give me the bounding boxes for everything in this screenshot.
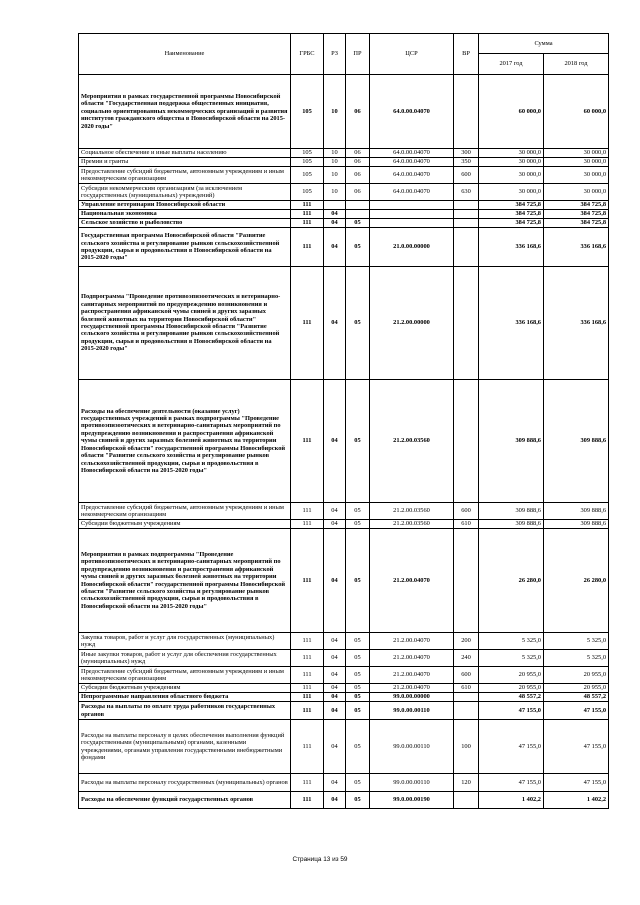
cell-csr: 64.0.00.04070 [370,75,454,149]
cell-pr: 05 [346,693,370,702]
cell-csr: 99.0.00.00110 [370,720,454,774]
header-csr: ЦСР [370,34,454,75]
cell-grbs: 111 [291,210,324,219]
cell-grbs: 111 [291,693,324,702]
cell-name: Закупка товаров, работ и услуг для государственных (муниципальных) нужд [79,633,291,650]
cell-sum-2017: 309 888,6 [479,380,544,503]
header-name: Наименование [79,34,291,75]
cell-vr: 120 [454,774,479,792]
cell-csr: 99.0.00.00190 [370,792,454,809]
cell-sum-2017: 60 000,0 [479,75,544,149]
cell-sum-2018: 60 000,0 [544,75,609,149]
table-row [79,184,609,201]
cell-csr [370,219,454,228]
cell-vr: 600 [454,167,479,184]
cell-vr [454,702,479,720]
cell-vr: 200 [454,633,479,650]
cell-sum-2017: 26 280,0 [479,529,544,633]
cell-grbs: 111 [291,792,324,809]
cell-grbs: 111 [291,267,324,380]
cell-sum-2017: 336 168,6 [479,228,544,267]
table-row [79,667,609,684]
cell-rz: 04 [324,267,346,380]
cell-rz: 04 [324,684,346,693]
header-row [79,34,609,54]
cell-csr: 99.0.00.00110 [370,774,454,792]
cell-sum-2017: 47 155,0 [479,774,544,792]
cell-sum-2018: 5 325,0 [544,633,609,650]
cell-vr: 300 [454,149,479,158]
cell-pr: 05 [346,267,370,380]
cell-rz [324,201,346,210]
cell-vr [454,201,479,210]
cell-sum-2018: 30 000,0 [544,167,609,184]
cell-vr [454,219,479,228]
cell-vr [454,267,479,380]
cell-rz: 10 [324,184,346,201]
cell-sum-2017: 384 725,8 [479,219,544,228]
cell-name: Подпрограмма "Проведение противоэпизоотических и ветеринарно-санитарных мероприятий по предупреждению возникновения и распространения африканской чумы свиней и других заразных болезней животных на территории Новосибирской области" государственной программы Новосибирской области "Развитие сельского хозяйства и регулирование рынков сельскохозяйственной продукции, сырья и продовольствия в Новосибирской области на 2015-2020 годы" [79,267,291,380]
table-row [79,693,609,702]
table-row [79,702,609,720]
cell-pr: 05 [346,529,370,633]
cell-csr: 21.2.00.03560 [370,520,454,529]
cell-rz: 04 [324,210,346,219]
cell-rz: 04 [324,792,346,809]
cell-grbs: 105 [291,167,324,184]
cell-sum-2018: 309 888,6 [544,380,609,503]
table-row [79,75,609,149]
cell-pr: 06 [346,167,370,184]
cell-sum-2018: 47 155,0 [544,774,609,792]
cell-sum-2017: 47 155,0 [479,720,544,774]
cell-rz: 10 [324,75,346,149]
header-sum: Сумма [479,34,609,54]
cell-name: Субсидии бюджетным учреждениям [79,520,291,529]
cell-name: Мероприятия в рамках государственной программы Новосибирской области "Государственная поддержка общественных инициатив, социально ориентированных некоммерческих организаций и развития институтов гражданского общества в Новосибирской области на 2015-2020 годы" [79,75,291,149]
cell-vr: 350 [454,158,479,167]
cell-vr: 630 [454,184,479,201]
table-row [79,684,609,693]
cell-csr: 64.0.00.04070 [370,184,454,201]
cell-pr: 05 [346,633,370,650]
cell-rz: 04 [324,774,346,792]
cell-name: Управление ветеринарии Новосибирской области [79,201,291,210]
cell-name: Предоставление субсидий бюджетным, автономным учреждениям и иным некоммерческим организациям [79,503,291,520]
budget-table [78,33,609,809]
table-row [79,267,609,380]
cell-rz: 04 [324,720,346,774]
table-row [79,149,609,158]
cell-sum-2017: 384 725,8 [479,201,544,210]
cell-grbs: 111 [291,633,324,650]
cell-csr: 64.0.00.04070 [370,149,454,158]
cell-sum-2017: 30 000,0 [479,167,544,184]
cell-name: Премии и гранты [79,158,291,167]
cell-pr: 05 [346,219,370,228]
cell-rz: 04 [324,228,346,267]
cell-sum-2017: 336 168,6 [479,267,544,380]
cell-sum-2017: 30 000,0 [479,149,544,158]
cell-sum-2018: 47 155,0 [544,702,609,720]
table-row [79,720,609,774]
cell-pr: 05 [346,650,370,667]
cell-rz: 04 [324,693,346,702]
cell-pr: 05 [346,380,370,503]
cell-sum-2017: 309 888,6 [479,520,544,529]
cell-name: Мероприятия в рамках подпрограммы "Проведение противоэпизоотических и ветеринарно-санитарных мероприятий по предупреждению возникновения и распространения африканской чумы свиней и других заразных болезней животных на территории Новосибирской области" государственной программы Новосибирской области "Развитие сельского хозяйства и регулирование рынков сельскохозяйственной продукции, сырья и продовольствия в Новосибирской области на 2015-2020 годы" [79,529,291,633]
cell-vr [454,380,479,503]
cell-sum-2018: 336 168,6 [544,267,609,380]
table-row [79,210,609,219]
cell-rz: 04 [324,702,346,720]
cell-sum-2018: 336 168,6 [544,228,609,267]
cell-grbs: 111 [291,774,324,792]
header-vr: ВР [454,34,479,75]
cell-name: Иные закупки товаров, работ и услуг для обеспечения государственных (муниципальных) нужд [79,650,291,667]
page-footer: Страница 13 из 59 [292,856,348,863]
table-row [79,503,609,520]
cell-pr: 06 [346,149,370,158]
cell-sum-2018: 30 000,0 [544,149,609,158]
cell-csr: 99.0.00.00000 [370,693,454,702]
cell-vr [454,210,479,219]
cell-rz: 10 [324,167,346,184]
cell-name: Непрограммные направления областного бюджета [79,693,291,702]
cell-grbs: 111 [291,219,324,228]
cell-grbs: 105 [291,75,324,149]
cell-csr: 21.2.00.04070 [370,633,454,650]
cell-csr: 64.0.00.04070 [370,158,454,167]
cell-csr: 21.2.00.04070 [370,650,454,667]
cell-grbs: 111 [291,720,324,774]
cell-vr [454,529,479,633]
cell-name: Социальное обеспечение и иные выплаты населению [79,149,291,158]
cell-sum-2017: 20 955,0 [479,684,544,693]
cell-name: Субсидии бюджетным учреждениям [79,684,291,693]
header-year-2017: 2017 год [479,54,544,75]
cell-rz: 10 [324,149,346,158]
cell-name: Расходы на выплаты по оплате труда работников государственных органов [79,702,291,720]
cell-vr: 100 [454,720,479,774]
cell-pr [346,210,370,219]
cell-sum-2017: 20 955,0 [479,667,544,684]
cell-vr [454,693,479,702]
cell-name: Сельское хозяйство и рыболовство [79,219,291,228]
cell-grbs: 111 [291,702,324,720]
cell-name: Национальная экономика [79,210,291,219]
cell-csr: 21.2.00.03560 [370,503,454,520]
cell-rz: 04 [324,633,346,650]
table-row [79,219,609,228]
cell-pr: 05 [346,520,370,529]
cell-grbs: 105 [291,184,324,201]
cell-sum-2018: 384 725,8 [544,210,609,219]
cell-grbs: 105 [291,149,324,158]
cell-csr: 99.0.00.00110 [370,702,454,720]
cell-csr: 21.2.00.04070 [370,529,454,633]
cell-pr: 06 [346,75,370,149]
cell-csr: 21.0.00.00000 [370,228,454,267]
cell-name: Расходы на выплаты персоналу в целях обеспечения выполнения функций государственными (муниципальными) органами, казенными учреждениями, органами управления государственными внебюджетными фондами [79,720,291,774]
cell-sum-2018: 1 402,2 [544,792,609,809]
table-row [79,158,609,167]
cell-vr [454,75,479,149]
cell-rz: 04 [324,650,346,667]
header-rz: РЗ [324,34,346,75]
cell-sum-2017: 309 888,6 [479,503,544,520]
cell-sum-2017: 30 000,0 [479,184,544,201]
cell-rz: 04 [324,520,346,529]
cell-pr: 05 [346,228,370,267]
cell-pr: 05 [346,684,370,693]
cell-rz: 04 [324,529,346,633]
cell-sum-2018: 26 280,0 [544,529,609,633]
cell-vr: 600 [454,667,479,684]
cell-sum-2018: 5 325,0 [544,650,609,667]
cell-sum-2017: 30 000,0 [479,158,544,167]
cell-pr: 05 [346,503,370,520]
table-row [79,167,609,184]
cell-pr: 06 [346,158,370,167]
table-row [79,520,609,529]
cell-name: Расходы на обеспечение деятельности (оказание услуг) государственных учреждений в рамках подпрограммы "Проведение противоэпизоотических и ветеринарно-санитарных мероприятий по предупреждению возникновения и распространения африканской чумы свиней и других заразных болезней животных на территории Новосибирской области" государственной программы Новосибирской области "Развитие сельского хозяйства и регулирование рынков сельскохозяйственной продукции, сырья и продовольствия в Новосибирской области на 2015-2020 годы" [79,380,291,503]
cell-grbs: 111 [291,650,324,667]
table-row [79,792,609,809]
cell-rz: 04 [324,667,346,684]
cell-grbs: 111 [291,529,324,633]
cell-name: Предоставление субсидий бюджетным, автономным учреждениям и иным некоммерческим организациям [79,667,291,684]
cell-sum-2017: 47 155,0 [479,702,544,720]
budget-table-body [79,34,609,809]
cell-rz: 10 [324,158,346,167]
header-grbs: ГРБС [291,34,324,75]
cell-name: Предоставление субсидий бюджетным, автономным учреждениям и иным некоммерческим организациям [79,167,291,184]
cell-sum-2018: 47 155,0 [544,720,609,774]
cell-sum-2018: 384 725,8 [544,201,609,210]
cell-grbs: 111 [291,684,324,693]
table-row [79,201,609,210]
table-row [79,633,609,650]
cell-rz: 04 [324,219,346,228]
header-pr: ПР [346,34,370,75]
cell-grbs: 111 [291,201,324,210]
cell-vr: 610 [454,684,479,693]
cell-sum-2017: 48 557,2 [479,693,544,702]
cell-grbs: 105 [291,158,324,167]
cell-name: Расходы на обеспечение функций государственных органов [79,792,291,809]
cell-pr [346,201,370,210]
cell-pr: 06 [346,184,370,201]
cell-vr [454,792,479,809]
cell-rz: 04 [324,503,346,520]
cell-vr: 600 [454,503,479,520]
cell-pr: 05 [346,774,370,792]
cell-vr: 610 [454,520,479,529]
cell-csr [370,210,454,219]
table-row [79,650,609,667]
table-row [79,774,609,792]
cell-csr: 64.0.00.04070 [370,167,454,184]
cell-grbs: 111 [291,503,324,520]
cell-sum-2017: 384 725,8 [479,210,544,219]
table-row [79,529,609,633]
table-row [79,228,609,267]
cell-grbs: 111 [291,380,324,503]
cell-csr: 21.2.00.00000 [370,267,454,380]
cell-sum-2018: 309 888,6 [544,520,609,529]
cell-csr [370,201,454,210]
cell-vr: 240 [454,650,479,667]
cell-grbs: 111 [291,667,324,684]
cell-sum-2018: 30 000,0 [544,158,609,167]
cell-sum-2018: 20 955,0 [544,667,609,684]
cell-sum-2018: 384 725,8 [544,219,609,228]
cell-grbs: 111 [291,520,324,529]
cell-sum-2018: 309 888,6 [544,503,609,520]
cell-vr [454,228,479,267]
cell-pr: 05 [346,702,370,720]
cell-pr: 05 [346,720,370,774]
cell-csr: 21.2.00.03560 [370,380,454,503]
cell-sum-2018: 20 955,0 [544,684,609,693]
cell-name: Субсидии некоммерческим организациям (за исключением государственных (муниципальных) учреждений) [79,184,291,201]
header-year-2018: 2018 год [544,54,609,75]
cell-pr: 05 [346,667,370,684]
cell-rz: 04 [324,380,346,503]
cell-sum-2018: 30 000,0 [544,184,609,201]
table-row [79,380,609,503]
cell-pr: 05 [346,792,370,809]
cell-sum-2017: 5 325,0 [479,650,544,667]
cell-name: Расходы на выплаты персоналу государственных (муниципальных) органов [79,774,291,792]
cell-name: Государственная программа Новосибирской области "Развитие сельского хозяйства и регулирование рынков сельскохозяйственной продукции, сырья и продовольствия в Новосибирской области на 2015-2020 годы" [79,228,291,267]
cell-grbs: 111 [291,228,324,267]
cell-sum-2017: 1 402,2 [479,792,544,809]
cell-sum-2017: 5 325,0 [479,633,544,650]
cell-csr: 21.2.00.04070 [370,667,454,684]
cell-sum-2018: 48 557,2 [544,693,609,702]
cell-csr: 21.2.00.04070 [370,684,454,693]
